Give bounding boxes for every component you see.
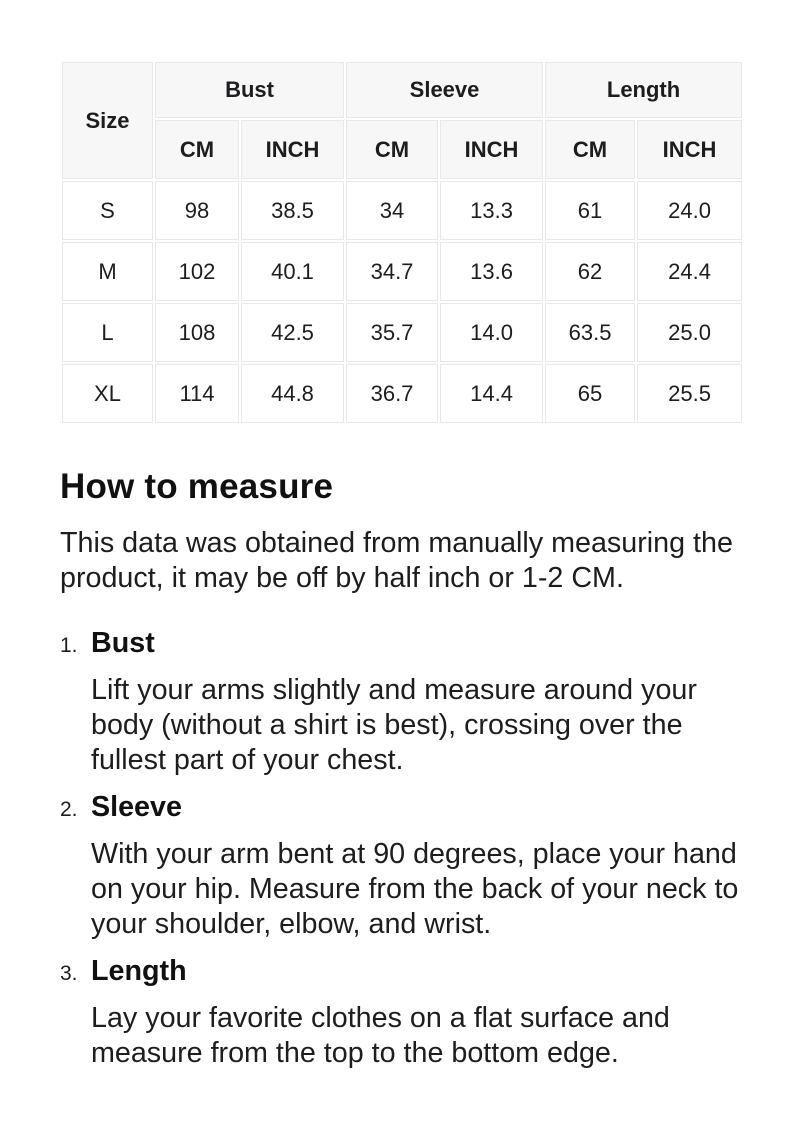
measure-steps-list — [60, 626, 740, 1071]
step-description-sleeve: With your arm bent at 90 degrees, place your hand on your hip. Measure from the back of your neck to your shoulder, elbow, and wrist. — [91, 837, 739, 940]
value-cell: 24.4 — [637, 242, 742, 301]
step-label-sleeve: Sleeve — [91, 790, 182, 823]
value-cell: 62 — [545, 242, 635, 301]
step-label-bust: Bust — [91, 626, 155, 659]
value-cell: 14.0 — [440, 303, 543, 362]
size-table — [60, 60, 744, 425]
value-cell: 108 — [155, 303, 239, 362]
step-length — [60, 954, 740, 1071]
value-cell: 34.7 — [346, 242, 438, 301]
step-label-length: Length — [91, 954, 187, 987]
size-cell: L — [62, 303, 153, 362]
step-sleeve — [60, 790, 740, 942]
value-cell: 98 — [155, 181, 239, 240]
value-cell: 63.5 — [545, 303, 635, 362]
step-heading — [60, 626, 740, 663]
size-cell: S — [62, 181, 153, 240]
step-heading — [60, 790, 740, 827]
table-row-s — [62, 181, 742, 240]
step-number: 1. — [60, 633, 78, 657]
value-cell: 34 — [346, 181, 438, 240]
group-header-bust: Bust — [155, 62, 344, 118]
size-cell: M — [62, 242, 153, 301]
step-bust — [60, 626, 740, 778]
step-description-length: Lay your favorite clothes on a flat surface and measure from the top to the bottom edge. — [91, 1001, 670, 1069]
value-cell: 25.0 — [637, 303, 742, 362]
value-cell: 14.4 — [440, 364, 543, 423]
group-header-sleeve: Sleeve — [346, 62, 543, 118]
value-cell: 38.5 — [241, 181, 344, 240]
table-group-header-row — [62, 62, 742, 118]
table-row-l — [62, 303, 742, 362]
size-cell: XL — [62, 364, 153, 423]
value-cell: 42.5 — [241, 303, 344, 362]
value-cell: 40.1 — [241, 242, 344, 301]
step-heading — [60, 954, 740, 991]
value-cell: 35.7 — [346, 303, 438, 362]
value-cell: 114 — [155, 364, 239, 423]
value-cell: 24.0 — [637, 181, 742, 240]
value-cell: 25.5 — [637, 364, 742, 423]
value-cell: 13.3 — [440, 181, 543, 240]
table-row-m — [62, 242, 742, 301]
value-cell: 102 — [155, 242, 239, 301]
unit-header-bust-cm: CM — [155, 120, 239, 179]
table-row-xl — [62, 364, 742, 423]
value-cell: 36.7 — [346, 364, 438, 423]
unit-header-sleeve-inch: INCH — [440, 120, 543, 179]
group-header-length: Length — [545, 62, 742, 118]
value-cell: 44.8 — [241, 364, 344, 423]
step-description-bust: Lift your arms slightly and measure around your body (without a shirt is best), crossing over the fullest part of your chest. — [91, 673, 697, 776]
value-cell: 13.6 — [440, 242, 543, 301]
step-number: 2. — [60, 797, 78, 821]
measure-disclaimer-text: This data was obtained from manually measuring the product, it may be off by half inch or 1-2 CM. — [60, 526, 733, 594]
table-unit-header-row — [62, 120, 742, 179]
value-cell: 61 — [545, 181, 635, 240]
step-number: 3. — [60, 961, 78, 985]
value-cell: 65 — [545, 364, 635, 423]
unit-header-length-cm: CM — [545, 120, 635, 179]
unit-header-length-inch: INCH — [637, 120, 742, 179]
unit-header-sleeve-cm: CM — [346, 120, 438, 179]
how-to-measure-title: How to measure — [60, 467, 334, 506]
column-header-size: Size — [62, 62, 153, 179]
unit-header-bust-inch: INCH — [241, 120, 344, 179]
